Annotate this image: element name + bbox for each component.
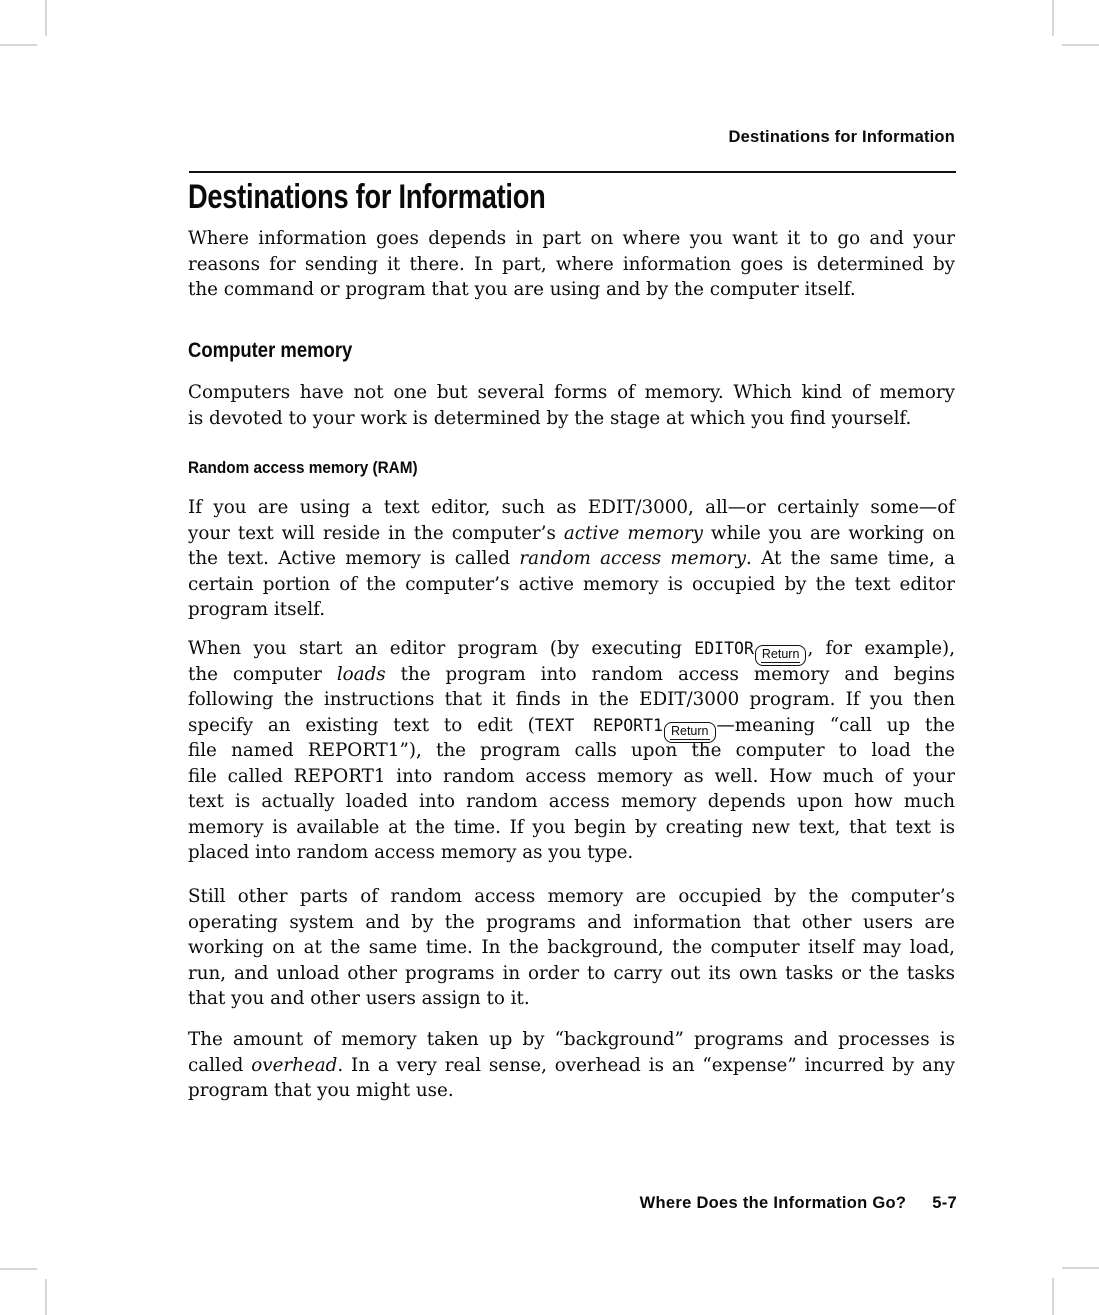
text-line (188, 380, 955, 406)
body-text: memory is available at the time. If you begin by creating new text, that text is (188, 816, 955, 838)
body-text: The amount of memory taken up by “background” programs and processes is (188, 1029, 955, 1050)
italic-term: overhead (251, 1054, 338, 1076)
body-text: reasons for sending it there. In part, where information goes is determined by (188, 253, 955, 275)
body-text: file called REPORT1 into random access memory as well. How much of your (188, 765, 955, 787)
body-text: the program into random access memory and begins (385, 663, 955, 685)
text-line (188, 884, 955, 910)
paragraph-ram-1 (188, 495, 955, 623)
italic-term: random access memory (519, 548, 746, 569)
page-number: 5-7 (932, 1194, 957, 1212)
body-text: text is actually loaded into random access memory depends upon how much (188, 791, 955, 812)
body-text: called (188, 1054, 252, 1076)
text-line (188, 713, 955, 739)
body-text: When you start an editor program (by executing (188, 638, 695, 659)
subsection-heading-ram: Random access memory (RAM) (188, 458, 418, 477)
body-text: placed into random access memory as you type. (188, 842, 634, 863)
body-text: program itself. (188, 599, 326, 620)
body-text: the text. Active memory is called (188, 548, 520, 569)
italic-term: loads (336, 663, 386, 685)
body-text: , for example), (807, 638, 956, 659)
body-text: the command or program that you are using and by the computer itself. (188, 279, 856, 300)
text-line (188, 252, 955, 278)
paragraph-ram-4 (188, 1027, 955, 1104)
crop-mark-top-left-vertical (45, 0, 47, 36)
body-text: is devoted to your work is determined by the stage at which you find yourself. (188, 407, 912, 429)
text-line (188, 687, 955, 713)
text-line (188, 935, 955, 961)
text-line (188, 495, 955, 521)
body-text: If you are using a text editor, such as EDIT/3000, all—or certainly some—of (188, 497, 955, 518)
text-line (188, 738, 955, 764)
text-line (188, 1027, 955, 1053)
crop-mark-bottom-right-horizontal (1062, 1267, 1099, 1269)
text-line (188, 986, 955, 1012)
text-line (188, 1078, 955, 1104)
text-line (188, 572, 955, 598)
crop-mark-top-left-horizontal (0, 44, 37, 46)
body-text: following the instructions that it finds in the EDIT/3000 program. If you then (188, 689, 955, 710)
crop-mark-bottom-left-vertical (45, 1279, 47, 1315)
body-text: specify an existing text to edit ( (188, 714, 535, 736)
text-line (188, 961, 955, 987)
page-footer (188, 1194, 957, 1213)
body-text: . At the same time, a (745, 548, 955, 569)
body-text: Computers have not one but several forms of memory. Which kind of memory (188, 382, 955, 403)
body-text: program that you might use. (188, 1080, 454, 1101)
text-line (188, 764, 955, 790)
text-line (188, 597, 955, 623)
body-text: while you are working on (702, 522, 955, 544)
running-header: Destinations for Information (728, 128, 955, 146)
text-line (188, 1053, 955, 1079)
text-line (188, 636, 955, 662)
body-text: file named REPORT1”), the program calls upon the computer to load the (188, 740, 955, 761)
body-text: . In a very real sense, overhead is an “expense” incurred by any (337, 1054, 955, 1076)
body-text: working on at the same time. In the background, the computer itself may load, (188, 937, 955, 958)
crop-mark-bottom-right-vertical (1052, 1278, 1054, 1315)
paragraph-intro (188, 226, 955, 303)
italic-term: active memory (563, 522, 703, 544)
body-text: operating system and by the programs and information that other users are (188, 911, 955, 933)
body-text: your text will reside in the computer’s (188, 522, 564, 544)
text-line (188, 910, 955, 936)
paragraph-ram-2 (188, 636, 955, 866)
text-line (188, 840, 955, 866)
crop-mark-top-right-vertical (1052, 0, 1054, 36)
footer-title: Where Does the Information Go? (639, 1194, 907, 1212)
text-line (188, 789, 955, 815)
return-keycap: Return (664, 722, 716, 743)
command-text: EDITOR (694, 639, 754, 658)
body-text: certain portion of the computer’s active memory is occupied by the text editor (188, 573, 955, 595)
text-line (188, 662, 955, 688)
text-line (188, 521, 955, 547)
body-text: the computer (188, 663, 337, 685)
header-rule (189, 171, 956, 173)
text-line (188, 277, 955, 303)
text-line (188, 406, 955, 432)
crop-mark-bottom-left-horizontal (0, 1268, 37, 1270)
body-text: —meaning “call up the (716, 714, 955, 736)
section-heading-computer-memory: Computer memory (188, 339, 353, 362)
body-text: run, and unload other programs in order to carry out its own tasks or the tasks (188, 962, 955, 984)
body-text: that you and other users assign to it. (188, 988, 530, 1009)
return-keycap: Return (755, 645, 807, 666)
body-text: Where information goes depends in part on where you want it to go and your (188, 228, 955, 249)
paragraph-computer-memory (188, 380, 955, 431)
page-title: Destinations for Information (188, 178, 546, 216)
text-line (188, 815, 955, 841)
paragraph-ram-3 (188, 884, 955, 1012)
body-text: Still other parts of random access memory are occupied by the computer’s (188, 886, 955, 907)
crop-mark-top-right-horizontal (1062, 44, 1099, 46)
text-line (188, 226, 955, 252)
text-line (188, 546, 955, 572)
command-text: TEXT REPORT1 (534, 715, 663, 735)
